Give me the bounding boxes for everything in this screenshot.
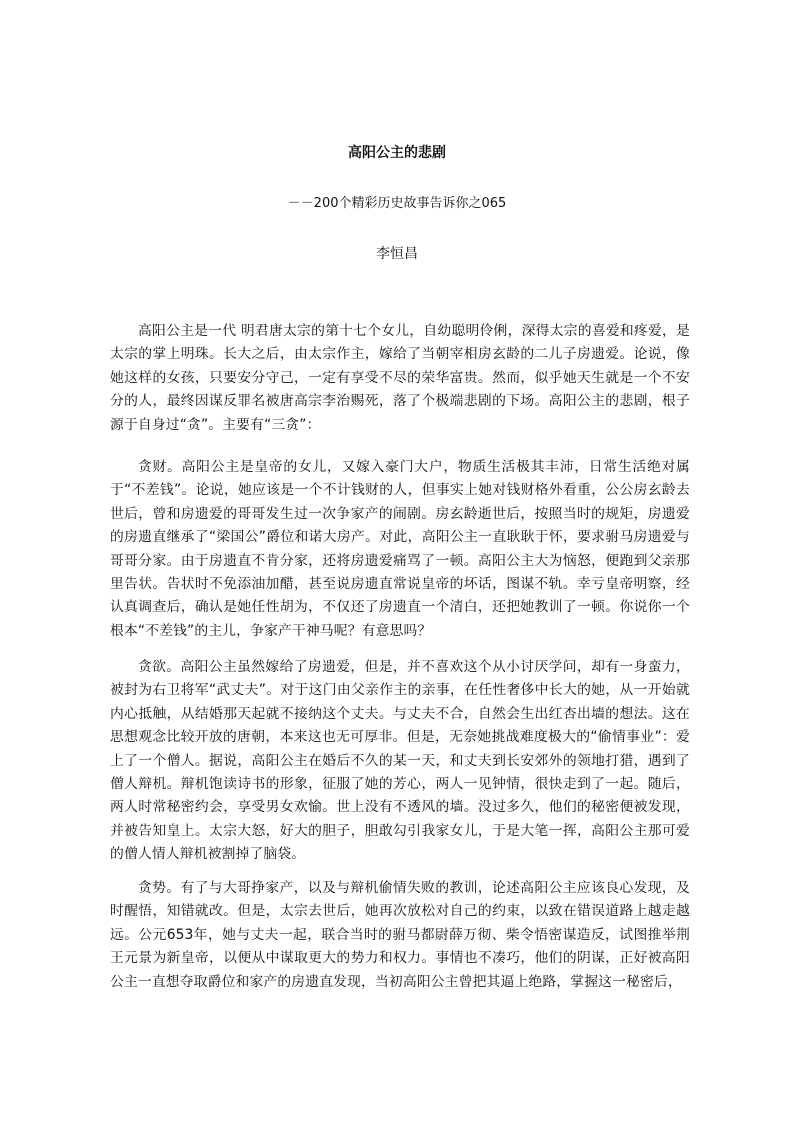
author-name: 李恒昌 xyxy=(376,246,418,262)
paragraph-intro: 高阳公主是一代 明君唐太宗的第十七个女儿，自幼聪明伶俐，深得太宗的喜爱和疼爱，是太宗的掌上明珠。长大之后，由太宗作主，嫁给了当朝宰相房玄龄的二儿子房遗爱。论说，像她这样的女孩，只要安分守己，一定有享受不尽的荣华富贵。然而，似乎她天生就是一个不安分的人，最终因谋反罪名被唐高宗李治赐死，落了个极端悲剧的下场。高阳公主的悲剧，根子源于自身过“贪”。主要有“三贪”： xyxy=(110,323,690,433)
document-subtitle: －－200个精彩历史故事告诉你之065 xyxy=(287,196,507,211)
document-title: 高阳公主的悲剧 xyxy=(348,145,446,161)
paragraph-greed-power: 贪势。有了与大哥挣家产，以及与辩机偷情失败的教训，论述高阳公主应该良心发现，及时醒悟，知错就改。但是，太宗去世后，她再次放松对自己的约束，以致在错误道路上越走越远。公元653年，她与丈夫一起，联合当时的驸马都尉薛万彻、柴令悟密谋造反，试图推举荆王元景为新皇帝，以便从中谋取更大的势力和权力。事情也不凑巧，他们的阴谋，正好被高阳公主一直想夺取爵位和家产的房遗直发现，当初高阳公主曾把其逼上绝路，掌握这一秘密后， xyxy=(110,880,690,990)
paragraph-greed-desire: 贪欲。高阳公主虽然嫁给了房遗爱，但是，并不喜欢这个从小讨厌学问，却有一身蛮力，被封为右卫将军“武丈夫”。对于这门由父亲作主的亲事，在任性奢侈中长大的她，从一开始就内心抵触，从结婚那天起就不接纳这个丈夫。与丈夫不合，自然会生出红杏出墙的想法。这在思想观念比较开放的唐朝，本来这也无可厚非。但是，无奈她挑战难度极大的“偷情事业”：爱上了一个僧人。据说，高阳公主在婚后不久的某一天，和丈夫到长安郊外的领地打猎，遇到了僧人辩机。辩机饱读诗书的形象，征服了她的芳心，两人一见钟情，很快走到了一起。随后，两人时常秘密约会，享受男女欢愉。世上没有不透风的墙。没过多久，他们的秘密便被发现，并被告知皇上。太宗大怒，好大的胆子，胆敢勾引我家女儿，于是大笔一挥，高阳公主那可爱的僧人情人辩机被割掉了脑袋。 xyxy=(110,659,690,863)
paragraph-greed-wealth: 贪财。高阳公主是皇帝的女儿，又嫁入豪门大户，物质生活极其丰沛，日常生活绝对属于“不差钱”。论说，她应该是一个不计钱财的人，但事实上她对钱财格外看重，公公房玄龄去世后，曾和房遗爱的哥哥发生过一次争家产的闹剧。房玄龄逝世后，按照当时的规矩，房遗爱的房遗直继承了“梁国公”爵位和诺大房产。对此，高阳公主一直耿耿于怀，要求驸马房遗爱与哥哥分家。由于房遗直不肯分家，还将房遗爱痛骂了一顿。高阳公主大为恼怒，便跑到父亲那里告状。告状时不免添油加醋，甚至说房遗直常说皇帝的坏话，图谋不轨。幸亏皇帝明察，经认真调查后，确认是她任性胡为，不仅还了房遗直一个清白，还把她教训了一顿。你说你一个根本“不差钱”的主儿，争家产干神马呢？有意思吗？ xyxy=(110,459,690,639)
